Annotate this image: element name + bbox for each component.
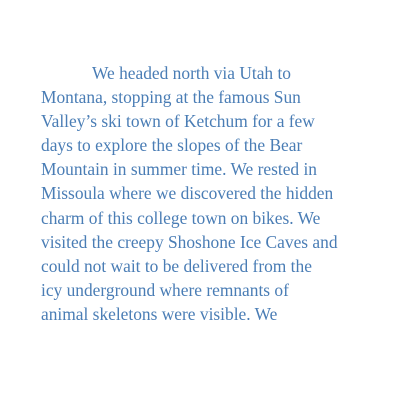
paragraph-line: icy underground where remnants of [41, 279, 289, 300]
paragraph-line: charm of this college town on bikes. We [41, 207, 321, 228]
paragraph-line: Mountain in summer time. We rested in [41, 159, 317, 180]
body-paragraph [41, 61, 391, 326]
paragraph-line: Montana, stopping at the famous Sun [41, 87, 301, 108]
paragraph-line: could not wait to be delivered from the [41, 255, 312, 276]
paragraph-line: Valley’s ski town of Ketchum for a few [41, 111, 315, 132]
paragraph-line: Missoula where we discovered the hidden [41, 183, 334, 204]
paragraph-line: visited the creepy Shoshone Ice Caves and [41, 231, 338, 252]
paragraph-line: We headed north via Utah to [92, 63, 292, 83]
paragraph-line: animal skeletons were visible. We [41, 303, 278, 324]
paragraph-line: days to explore the slopes of the Bear [41, 135, 303, 156]
